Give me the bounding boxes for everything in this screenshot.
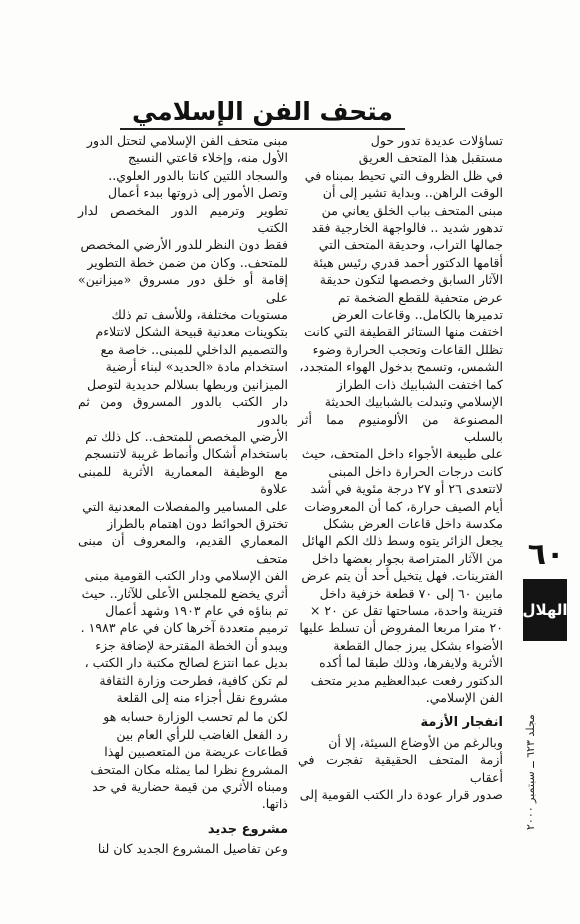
paragraph: مبنى متحف الفن الإسلامي لتحتل الدور الأول منه، وإخلاء قاعتي النسيج والسجاد اللتين كانتا بالدور العلوي.. وتصل الأمور إلى ذروتها ببدء أعمال تطوير وترميم الدور المخصص لدار الكتب فقط دون النظر للدور الأرضي المخصص للمتحف.. وكان من ضمن خطة التطوير إقامة أو خلق دور مسروق «ميزانين» على مستويات مختلفة، وللأسف تم ذلك بتكوينات معدنية قبيحة الشكل لاتتلاءم والتصميم الداخلي للمبنى.. خاصة مع استخدام مادة «الحديد» لبناء أرضية الميزانين وربطها بسلالم حديدية لتوصل دار الكتب بالدور المسروق ومن ثم بالدور الأرضي المخصص للمتحف.. كل ذلك تم باستخدام أشكال وأنماط غريبة لاتنسجم مع الوظيفة المعمارية الأثرية للمبنى علاوة على المسامير والمفصلات المعدنية التي تخترق الحوائط دون اهتمام بالطراز المعماري القديم، والمعروف أن مبنى متحف الفن الإسلامي ودار الكتب القومية مبنى أثري يخضع للمجلس الأعلى للآثار.. حيث تم بناؤه في عام ١٩٠٣ وشهد أعمال ترميم متعددة آخرها كان في عام ١٩٨٣ . ويبدو أن الخطة المقترحة لإضافة جزء بديل عما انتزع لصالح مكتبة دار الكتب ، لم تكن كافية، فطرحت وزارة الثقافة مشروع نقل أجزاء منه إلى القلعة <box>78 133 288 705</box>
page-number: ٦٠ <box>527 537 565 572</box>
paragraph: لكن ما لم تحسب الوزارة حسابه هو رد الفعل الغاضب للرأي العام بين قطاعات عريضة من المتعصبين لهذا المشروع نظرا لما يمثله مكان المتحف ومبناه الأثري من قيمة حضارية في حد ذاتها. <box>90 709 288 812</box>
paragraph: وبالرغم من الأوضاع السيئة، إلا أن أزمة المتحف الحقيقية تفجرت في أعقاب صدور قرار عودة دار الكتب القومية إلى <box>298 734 503 803</box>
article-column-left <box>78 132 288 857</box>
magazine-logo-text: الهلال <box>522 601 568 619</box>
article-column-right <box>298 132 503 872</box>
article-headline: متحف الفن الإسلامي <box>120 96 405 130</box>
paragraph: تساؤلات عديدة تدور حول مستقبل هذا المتحف العريق في ظل الظروف التي تحيط بمبناه في الوقت الراهن.. وبداية تشير إلى أن مبنى المتحف بباب الخلق يعاني من تدهور شديد .. فالواجهة الخارجية فقد جمالها التراب، وحديقة المتحف التي أقامها الدكتور أحمد قدري رئيس هيئة الآثار السابق وخصصها لتكون حديقة عرض متحفية للقطع الضخمة تم تدميرها بالكامل.. وقاعات العرض اختفت منها الستائر القطيفة التي كانت تظلل القاعات وتحجب الحرارة وضوء الشمس، وتسمح بدخول الهواء المتجدد، كما اختفت الشبابيك ذات الطراز الإسلامي وتبدلت بالشبابيك الحديثة المصنوعة من الألومنيوم مما أثر بالسلب على طبيعة الأجواء داخل المتحف، حيث كانت درجات الحرارة داخل المبنى لاتتعدى ٢٦ أو ٢٧ درجة مئوية في أشد أيام الصيف حرارة، كما أن المعروضات مكدسة داخل قاعات العرض بشكل يجعل الزائر يتوه وسط ذلك الكم الهائل من الآثار المتراصة بجوار بعضها داخل الفترينات. فهل يتخيل أحد أن يتم عرض مابين ٦٠ إلى ٧٠ قطعة خزفية داخل فترينة واحدة، مساحتها تقل عن ٢٠ × ٢٠ مترا مربعا المفروض أن تسلط عليها الأضواء بشكل يبرز جمال القطعة الأثرية ولايفرها، وذلك طبقا لما أكده الدكتور رفعت عبدالعظيم مدير متحف الفن الإسلامي. <box>298 133 503 705</box>
section-heading: انفجار الأزمة <box>420 715 503 731</box>
page-margin-strip <box>520 535 572 905</box>
magazine-logo <box>523 579 567 641</box>
issue-info: مجلد ٦٢٣ ــ سبتمبر ٢٠٠٠ <box>524 714 537 830</box>
paragraph: وعن تفاصيل المشروع الجديد كان لنا <box>97 841 288 857</box>
section-heading: مشروع جديد <box>207 821 288 837</box>
